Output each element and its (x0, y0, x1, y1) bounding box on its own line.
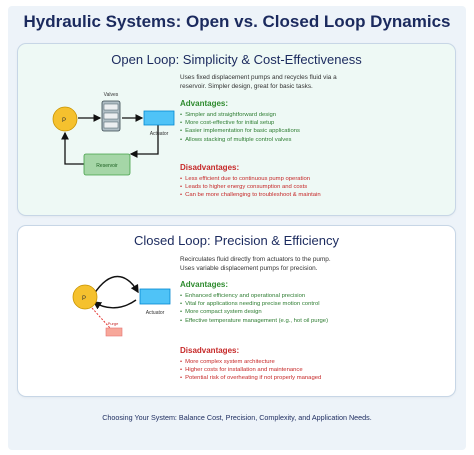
open-advantages-heading: Advantages: (180, 99, 229, 108)
purge-icon (106, 328, 122, 336)
pump-label: P (61, 118, 67, 124)
closed-disadvantages-list (180, 358, 321, 383)
list-item: • More compact system design (180, 308, 328, 316)
list-item: • Higher costs for installation and maintenance (180, 366, 321, 374)
description-line: Uses variable displacement pumps for precision. (180, 265, 318, 272)
supply-line (94, 277, 138, 295)
description-line: Recirculates fluid directly from actuators to the pump. (180, 256, 331, 263)
closed-loop-title: Closed Loop: Precision & Efficiency (134, 233, 339, 248)
purge-label: Purge (107, 321, 119, 326)
open-disadvantages-heading: Disadvantages: (180, 163, 240, 172)
return-line (94, 300, 136, 308)
open-loop-description (180, 73, 337, 91)
footer-text: Choosing Your System: Balance Cost, Precision, Complexity, and Application Needs. (102, 413, 372, 422)
actuator-label: Actuator (149, 131, 169, 137)
list-item: • Less efficient due to continuous pump operation (180, 175, 321, 183)
closed-loop-diagram (18, 254, 178, 384)
valves-label: Valves (103, 92, 119, 98)
open-loop-title: Open Loop: Simplicity & Cost-Effectiveness (111, 52, 362, 67)
actuator-icon (140, 289, 170, 304)
list-item: • Vital for applications needing precise motion control (180, 300, 328, 308)
closed-advantages-list (180, 292, 328, 325)
reservoir-to-pump-line (65, 133, 84, 164)
closed-loop-description (180, 255, 331, 273)
closed-loop-card (18, 226, 455, 396)
list-item: • More complex system architecture (180, 358, 321, 366)
list-item: • Leads to higher energy consumption and costs (180, 183, 321, 191)
closed-disadvantages-heading: Disadvantages: (180, 346, 240, 355)
actuator-to-reservoir-line (131, 125, 158, 154)
reservoir-label: Reservoir (96, 163, 118, 169)
valve-segment (104, 104, 118, 110)
description-line: Uses fixed displacement pumps and recycles fluid via a (180, 74, 337, 81)
open-loop-card (18, 44, 455, 215)
list-item: • Simpler and straightforward design (180, 111, 300, 119)
list-item: • More cost-effective for initial setup (180, 119, 300, 127)
open-advantages-list (180, 111, 300, 144)
list-item: • Can be more challenging to troubleshoot & maintain (180, 191, 321, 199)
list-item: • Easier implementation for basic applications (180, 127, 300, 135)
valve-segment (104, 113, 118, 119)
actuator-label: Actuator (145, 310, 165, 316)
valve-segment (104, 122, 118, 128)
list-item: • Potential risk of overheating if not properly managed (180, 374, 321, 382)
main-title: Hydraulic Systems: Open vs. Closed Loop Dynamics (23, 12, 451, 31)
description-line: reservoir. Simpler design, great for basic tasks. (180, 83, 313, 90)
actuator-icon (144, 111, 174, 125)
list-item: • Enhanced efficiency and operational precision (180, 292, 328, 300)
pump-label: P (81, 296, 87, 302)
list-item: • Effective temperature management (e.g., hot oil purge) (180, 317, 328, 325)
open-disadvantages-list (180, 175, 321, 200)
closed-advantages-heading: Advantages: (180, 280, 229, 289)
open-loop-diagram (18, 74, 178, 214)
list-item: • Allows stacking of multiple control valves (180, 136, 300, 144)
